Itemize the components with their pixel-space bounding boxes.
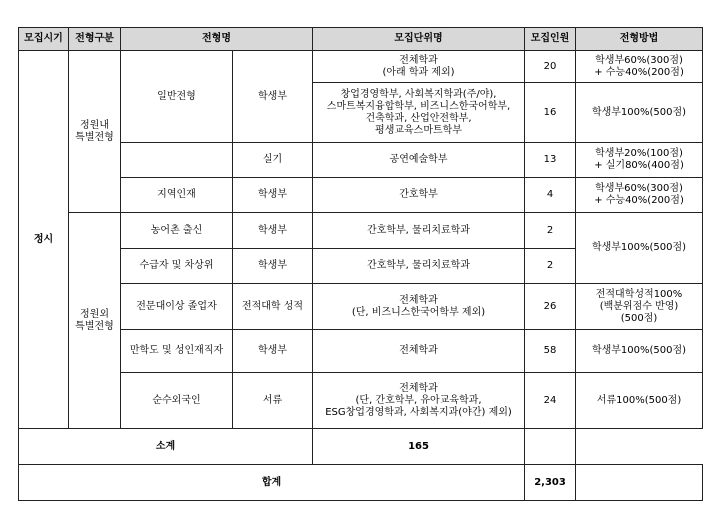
count-cell: 20	[525, 51, 576, 83]
header-period: 모집시기	[19, 28, 69, 51]
total-method	[576, 465, 703, 501]
general-admission-name: 일반전형	[121, 51, 233, 143]
table-row	[19, 213, 703, 249]
unit-cell: 전체학과	[313, 330, 525, 373]
header-count: 모집인원	[525, 28, 576, 51]
method-cell: 학생부20%(100점) + 실기80%(400점)	[576, 143, 703, 178]
count-cell: 2	[525, 249, 576, 284]
admission-sub-cell: 학생부	[233, 178, 313, 213]
admission-name-cell: 만학도 및 성인재직자	[121, 330, 233, 373]
count-cell: 2	[525, 213, 576, 249]
header-unit: 모집단위명	[313, 28, 525, 51]
count-cell: 4	[525, 178, 576, 213]
admission-sub-cell: 학생부	[233, 330, 313, 373]
subtotal-count: 165	[313, 429, 525, 465]
total-row	[19, 465, 703, 501]
admission-name-cell: 농어촌 출신	[121, 213, 233, 249]
count-cell: 13	[525, 143, 576, 178]
total-count: 2,303	[525, 465, 576, 501]
count-cell: 58	[525, 330, 576, 373]
method-cell: 서류100%(500점)	[576, 373, 703, 429]
header-method: 전형방법	[576, 28, 703, 51]
admission-name-cell	[121, 143, 233, 178]
method-cell: 학생부60%(300점) + 수능40%(200점)	[576, 51, 703, 83]
admission-name-cell: 지역인재	[121, 178, 233, 213]
unit-cell: 간호학부, 물리치료학과	[313, 213, 525, 249]
subtotal-method	[525, 429, 576, 465]
method-cell: 학생부100%(500점)	[576, 213, 703, 284]
header-category: 전형구분	[69, 28, 121, 51]
admission-table	[18, 27, 703, 501]
general-admission-sub: 학생부	[233, 51, 313, 143]
table-row	[19, 330, 703, 373]
admission-sub-cell: 실기	[233, 143, 313, 178]
unit-cell: 전체학과 (단, 간호학부, 유아교육학과, ESG창업경영학과, 사회복지과(야간) 제외)	[313, 373, 525, 429]
count-cell: 24	[525, 373, 576, 429]
unit-cell: 간호학부	[313, 178, 525, 213]
group-outside-cell: 정원외 특별전형	[69, 213, 121, 429]
admission-name-cell: 순수외국인	[121, 373, 233, 429]
admission-sub-cell: 학생부	[233, 249, 313, 284]
period-cell: 정시	[19, 51, 69, 429]
unit-cell: 공연예술학부	[313, 143, 525, 178]
unit-cell: 창업경영학부, 사회복지학과(주/야), 스마트복지융합학부, 비즈니스한국어학부, 건축학과, 산업안전학부, 평생교육스마트학부	[313, 83, 525, 143]
table-row	[19, 178, 703, 213]
table-row	[19, 143, 703, 178]
unit-cell: 전체학과 (단, 비즈니스한국어학부 제외)	[313, 284, 525, 330]
admission-sub-cell: 학생부	[233, 213, 313, 249]
method-cell: 전적대학성적100% (백분위점수 반영) (500점)	[576, 284, 703, 330]
count-cell: 16	[525, 83, 576, 143]
method-cell: 학생부100%(500점)	[576, 83, 703, 143]
table-row	[19, 51, 703, 83]
admission-sub-cell: 서류	[233, 373, 313, 429]
admission-sub-cell: 전적대학 성적	[233, 284, 313, 330]
method-cell: 학생부100%(500점)	[576, 330, 703, 373]
header-admission-name: 전형명	[121, 28, 313, 51]
admission-table-container	[18, 27, 703, 501]
header-row	[19, 28, 703, 51]
subtotal-label: 소계	[19, 429, 313, 465]
table-row	[19, 373, 703, 429]
subtotal-row	[19, 429, 703, 465]
admission-name-cell: 전문대이상 졸업자	[121, 284, 233, 330]
table-row	[19, 284, 703, 330]
unit-cell: 전체학과 (아래 학과 제외)	[313, 51, 525, 83]
group-inside-cell: 정원내 특별전형	[69, 51, 121, 213]
admission-name-cell: 수급자 및 차상위	[121, 249, 233, 284]
method-cell: 학생부60%(300점) + 수능40%(200점)	[576, 178, 703, 213]
count-cell: 26	[525, 284, 576, 330]
unit-cell: 간호학부, 물리치료학과	[313, 249, 525, 284]
total-label: 합계	[19, 465, 525, 501]
